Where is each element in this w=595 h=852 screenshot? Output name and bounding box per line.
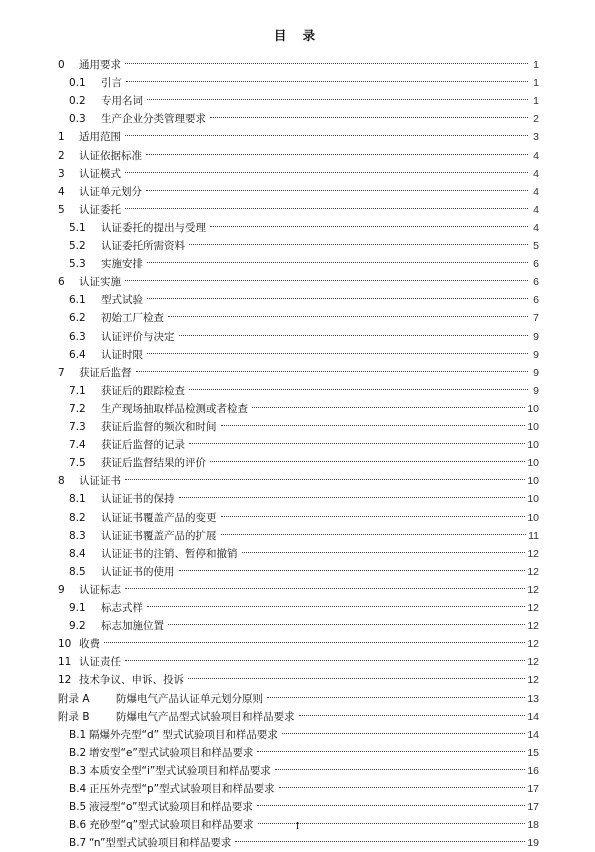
toc-entry-page: 17 xyxy=(527,783,539,795)
toc-entry[interactable] xyxy=(0,636,595,653)
toc-entry-number: B.3 xyxy=(69,764,87,777)
toc-entry[interactable] xyxy=(0,709,595,726)
toc-entry-page: 1 xyxy=(533,59,539,71)
toc-entry-page: 18 xyxy=(527,819,539,832)
toc-entry-page: 13 xyxy=(527,692,539,705)
toc-entry-number: 1 xyxy=(58,131,65,144)
toc-entry-number: 8.1 xyxy=(69,493,86,506)
toc-entry-label: 认证依据标准 xyxy=(79,149,142,162)
dot-leader xyxy=(282,733,525,734)
toc-entry[interactable] xyxy=(0,166,595,183)
toc-entry[interactable] xyxy=(0,401,595,418)
toc-entry-label: 认证单元划分 xyxy=(79,185,142,198)
toc-entry-number: 附录 A xyxy=(58,692,90,705)
toc-entry[interactable] xyxy=(0,184,595,201)
toc-entry-number: 8.2 xyxy=(69,511,86,524)
dot-leader xyxy=(179,570,526,571)
toc-entry-number: 11 xyxy=(58,656,72,669)
toc-entry-label: 实施安排 xyxy=(101,258,143,271)
toc-entry-page: 12 xyxy=(527,620,539,633)
toc-entry-label: 专用名词 xyxy=(101,95,143,108)
toc-entry[interactable] xyxy=(0,310,595,327)
toc-entry-number: 7.5 xyxy=(69,457,86,470)
toc-entry-label: 认证标志 xyxy=(79,583,121,596)
toc-entry[interactable] xyxy=(0,582,595,599)
dot-leader xyxy=(125,63,528,64)
dot-leader xyxy=(104,642,525,643)
toc-entry-label: 认证实施 xyxy=(79,276,121,289)
toc-entry-label: 充砂型“q”型式试验项目和样品要求 xyxy=(89,819,254,832)
toc-entry[interactable] xyxy=(0,491,595,508)
dot-leader xyxy=(189,443,525,444)
dot-leader xyxy=(267,697,525,698)
toc-entry-label: 认证评价与决定 xyxy=(101,330,175,343)
toc-entry-page: 12 xyxy=(527,638,539,651)
toc-entry-label: 认证证书 xyxy=(79,475,121,488)
toc-entry-page: 2 xyxy=(533,113,539,126)
toc-entry-number: 6.1 xyxy=(69,294,86,307)
toc-entry-label: 认证委托所需资料 xyxy=(101,240,185,252)
toc-entry-page: 14 xyxy=(527,728,539,741)
toc-entry[interactable] xyxy=(0,781,595,798)
toc-entry-page: 1 xyxy=(533,77,539,90)
toc-entry-label: 适用范围 xyxy=(79,131,121,144)
toc-entry[interactable] xyxy=(0,528,595,545)
dot-leader xyxy=(221,516,526,517)
dot-leader xyxy=(125,135,528,136)
dot-leader xyxy=(125,660,525,661)
toc-entry-number: 7.3 xyxy=(69,421,86,433)
dot-leader xyxy=(147,99,528,100)
toc-entry[interactable] xyxy=(0,691,595,708)
toc-entry-page: 6 xyxy=(533,258,539,271)
toc-entry[interactable] xyxy=(0,292,595,309)
toc-entry-label: 认证证书覆盖产品的变更 xyxy=(101,511,217,524)
toc-entry-label: 获证后监督的频次和时间 xyxy=(101,421,217,433)
toc-entry-number: 3 xyxy=(58,167,65,180)
toc-entry[interactable] xyxy=(0,220,595,237)
toc-entry-number: 5.3 xyxy=(69,258,86,271)
toc-entry-page: 10 xyxy=(527,475,539,488)
dot-leader xyxy=(279,787,526,788)
toc-entry[interactable] xyxy=(0,329,595,346)
toc-entry-number: 5.2 xyxy=(69,240,86,252)
toc-entry[interactable] xyxy=(0,799,595,816)
toc-entry-number: B.7 xyxy=(69,837,87,850)
toc-entry-number: 9 xyxy=(58,583,65,596)
dot-leader xyxy=(147,262,528,263)
toc-entry[interactable] xyxy=(0,347,595,364)
toc-entry-number: 6.2 xyxy=(69,312,86,325)
dot-leader xyxy=(147,353,528,354)
toc-entry[interactable] xyxy=(0,256,595,273)
toc-entry[interactable] xyxy=(0,763,595,780)
dot-leader xyxy=(146,154,528,155)
dot-leader xyxy=(189,244,528,245)
dot-leader xyxy=(257,805,525,806)
toc-entry-page: 17 xyxy=(527,801,539,814)
toc-entry-label: 认证证书的使用 xyxy=(101,565,175,578)
toc-entry-label: 液浸型“o”型式试验项目和样品要求 xyxy=(89,801,253,814)
toc-entry-number: 5 xyxy=(58,203,65,216)
toc-entry[interactable] xyxy=(0,148,595,165)
toc-entry-page: 6 xyxy=(533,276,539,289)
toc-entry-page: 10 xyxy=(527,457,539,470)
toc-entry[interactable] xyxy=(0,455,595,472)
toc-entry-page: 12 xyxy=(527,565,539,578)
toc-entry-number: 5.1 xyxy=(69,221,86,234)
toc-entry-page: 4 xyxy=(533,221,539,234)
toc-entry-number: 0.2 xyxy=(69,95,86,108)
toc-entry-label: 增安型“e”型式试验项目和样品要求 xyxy=(89,746,254,759)
dot-leader xyxy=(221,534,527,535)
toc-entry[interactable] xyxy=(0,129,595,146)
toc-entry[interactable] xyxy=(0,473,595,490)
toc-entry-page: 3 xyxy=(533,131,539,144)
toc-entry-page: 9 xyxy=(533,348,539,361)
toc-entry[interactable] xyxy=(0,835,595,852)
toc-entry-number: 7.4 xyxy=(69,439,86,452)
toc-entry[interactable] xyxy=(0,111,595,128)
dot-leader xyxy=(242,552,526,553)
dot-leader xyxy=(299,715,526,716)
toc-entry-page: 4 xyxy=(533,185,539,198)
toc-entry[interactable] xyxy=(0,564,595,581)
dot-leader xyxy=(235,841,525,842)
toc-entry[interactable] xyxy=(0,365,595,382)
toc-entry-label: 引言 xyxy=(101,77,122,90)
toc-entry-number: 8.5 xyxy=(69,565,86,578)
toc-entry-page: 9 xyxy=(533,330,539,343)
toc-entry[interactable] xyxy=(0,745,595,762)
dot-leader xyxy=(210,117,528,118)
toc-entry[interactable] xyxy=(0,654,595,671)
toc-entry-page: 12 xyxy=(527,547,539,560)
toc-entry-page: 9 xyxy=(533,384,539,397)
toc-entry-label: 认证责任 xyxy=(79,656,121,669)
toc-entry-page: 6 xyxy=(533,294,539,307)
toc-entry-page: 14 xyxy=(527,710,539,723)
dot-leader xyxy=(125,588,525,589)
toc-entry-page: 4 xyxy=(533,149,539,162)
toc-entry-label: 初始工厂检查 xyxy=(101,312,164,325)
toc-entry[interactable] xyxy=(0,383,595,400)
toc-entry[interactable] xyxy=(0,419,595,436)
dot-leader xyxy=(179,497,526,498)
toc-entry-label: 获证后监督的记录 xyxy=(101,439,185,452)
dot-leader xyxy=(126,81,528,82)
toc-entry[interactable] xyxy=(0,202,595,219)
dot-leader xyxy=(147,298,528,299)
dot-leader xyxy=(125,208,528,209)
toc-entry-number: 0 xyxy=(58,59,65,71)
toc-entry-page: 10 xyxy=(527,402,539,415)
toc-entry-number: 9.1 xyxy=(69,602,86,614)
toc-entry-label: “n”型型式试验项目和样品要求 xyxy=(89,837,232,850)
dot-leader xyxy=(136,371,529,372)
toc-entry-number: 7.1 xyxy=(69,384,86,397)
dot-leader xyxy=(188,678,525,679)
toc-entry-label: 认证证书的保持 xyxy=(101,493,175,506)
toc-entry-label: 生产企业分类管理要求 xyxy=(101,113,206,126)
toc-entry-number: 2 xyxy=(58,149,65,162)
toc-entry[interactable] xyxy=(0,600,595,617)
toc-entry-page: 12 xyxy=(527,674,539,687)
toc-entry-label: 防爆电气产品型式试验项目和样品要求 xyxy=(116,710,295,723)
toc-entry[interactable] xyxy=(0,672,595,689)
toc-entry-number: 8 xyxy=(58,475,65,488)
toc-entry-label: 认证模式 xyxy=(79,167,121,180)
toc-entry-page: 10 xyxy=(527,493,539,506)
toc-entry-number: 9.2 xyxy=(69,620,86,633)
toc-entry-label: 获证后监督结果的评价 xyxy=(101,457,206,470)
toc-entry[interactable] xyxy=(0,510,595,527)
dot-leader xyxy=(252,407,525,408)
toc-entry-number: 8.4 xyxy=(69,547,86,560)
toc-entry-number: B.6 xyxy=(69,819,87,832)
toc-entry-number: B.5 xyxy=(69,801,87,814)
dot-leader xyxy=(189,389,528,390)
toc-entry[interactable] xyxy=(0,727,595,744)
toc-entry-page: 1 xyxy=(533,95,539,108)
dot-leader xyxy=(147,606,525,607)
toc-entry-label: 本质安全型“i”型式试验项目和样品要求 xyxy=(89,764,271,777)
toc-entry-page: 11 xyxy=(528,529,539,542)
page-number: I xyxy=(295,821,300,832)
toc-entry-number: B.4 xyxy=(69,783,87,795)
dot-leader xyxy=(275,769,526,770)
toc-entry-number: 0.1 xyxy=(69,77,86,90)
toc-entry-label: 认证委托的提出与受理 xyxy=(101,221,206,234)
toc-entry[interactable] xyxy=(0,238,595,255)
dot-leader xyxy=(221,425,526,426)
toc-entry[interactable] xyxy=(0,546,595,563)
toc-entry-label: 隔爆外壳型“d” 型式试验项目和样品要求 xyxy=(89,728,278,741)
toc-entry-number: 12 xyxy=(58,674,72,687)
toc-entry-label: 标志加施位置 xyxy=(101,620,164,633)
toc-entry-page: 9 xyxy=(533,366,539,379)
toc-entry-page: 19 xyxy=(527,837,539,850)
toc-entry-number: B.1 xyxy=(69,728,87,741)
toc-entry-number: 10 xyxy=(58,638,72,651)
toc-entry-label: 获证后监督 xyxy=(79,366,132,379)
toc-entry-page: 4 xyxy=(533,203,539,216)
toc-entry-label: 正压外壳型“p”型式试验项目和样品要求 xyxy=(89,783,275,795)
toc-entry-label: 防爆电气产品认证单元划分原则 xyxy=(116,692,263,705)
toc-entry-page: 12 xyxy=(527,602,539,614)
toc-entry-label: 标志式样 xyxy=(101,602,143,614)
toc-entry-label: 认证证书覆盖产品的扩展 xyxy=(101,529,217,542)
dot-leader xyxy=(168,624,525,625)
toc-entry[interactable] xyxy=(0,75,595,92)
dot-leader xyxy=(125,280,528,281)
toc-entry-label: 通用要求 xyxy=(79,59,121,71)
toc-entry[interactable] xyxy=(0,274,595,291)
toc-entry[interactable] xyxy=(0,437,595,454)
dot-leader xyxy=(210,461,525,462)
toc-entry-number: 6.3 xyxy=(69,330,86,343)
dot-leader xyxy=(210,226,528,227)
toc-entry-page: 10 xyxy=(527,421,539,433)
toc-entry-label: 型式试验 xyxy=(101,294,143,307)
toc-entry-page: 10 xyxy=(527,511,539,524)
toc-entry-label: 技术争议、申诉、投诉 xyxy=(79,674,184,687)
dot-leader xyxy=(146,190,528,191)
toc-entry-page: 15 xyxy=(527,746,539,759)
toc-entry-label: 收费 xyxy=(79,638,100,651)
toc-entry[interactable] xyxy=(0,93,595,110)
toc-entry-number: 4 xyxy=(58,185,65,198)
toc-entry-label: 认证委托 xyxy=(79,203,121,216)
toc-entry-page: 12 xyxy=(527,656,539,669)
toc-entry[interactable] xyxy=(0,57,595,74)
toc-entry-label: 认证时限 xyxy=(101,348,143,361)
toc-entry-number: 7.2 xyxy=(69,402,86,415)
toc-entry-page: 7 xyxy=(533,312,539,325)
toc-entry-page: 5 xyxy=(533,240,539,252)
dot-leader xyxy=(257,751,525,752)
toc-entry-number: 6.4 xyxy=(69,348,86,361)
toc-entry-page: 10 xyxy=(527,439,539,452)
toc-entry-number: 7 xyxy=(58,366,65,379)
toc-entry-page: 16 xyxy=(527,764,539,777)
dot-leader xyxy=(125,479,525,480)
dot-leader xyxy=(125,172,528,173)
dot-leader xyxy=(168,316,528,317)
toc-entry-number: 0.3 xyxy=(69,113,86,126)
toc-entry-label: 获证后的跟踪检查 xyxy=(101,384,185,397)
toc-entry-number: 附录 B xyxy=(58,710,90,723)
dot-leader xyxy=(179,335,529,336)
toc-entry[interactable] xyxy=(0,618,595,635)
toc-title: 目 录 xyxy=(273,28,322,43)
toc-entry-number: 8.3 xyxy=(69,529,86,542)
toc-entry-number: 6 xyxy=(58,276,65,289)
toc-entry-page: 12 xyxy=(527,583,539,596)
toc-entry-label: 认证证书的注销、暂停和撤销 xyxy=(101,547,238,560)
toc-entry-label: 生产现场抽取样品检测或者检查 xyxy=(101,402,248,415)
toc-entry-number: B.2 xyxy=(69,746,87,759)
toc-entry-page: 4 xyxy=(533,167,539,180)
